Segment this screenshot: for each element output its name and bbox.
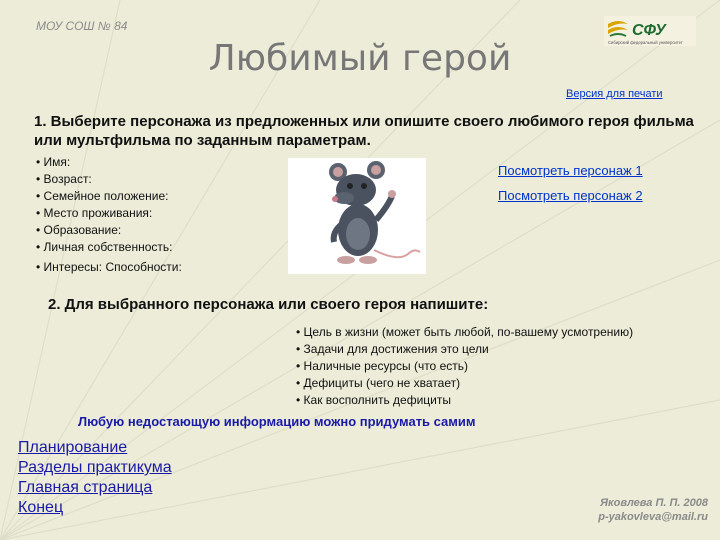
nav-link-planning[interactable]: Планирование	[18, 439, 128, 456]
list-item: • Дефициты (чего не хватает)	[296, 375, 633, 392]
print-version-link[interactable]: Версия для печати	[566, 88, 663, 100]
author-email: p-yakovleva@mail.ru	[598, 511, 708, 523]
character-params-list	[36, 154, 172, 256]
page-title: Любимый герой	[208, 38, 512, 79]
school-name: МОУ СОШ № 84	[36, 19, 128, 33]
author-name: Яковлева П. П. 2008	[600, 497, 708, 509]
goals-list	[296, 324, 633, 409]
list-item: • Семейное положение:	[36, 188, 172, 205]
list-item: • Цель в жизни (может быть любой, по-вашему усмотрению)	[296, 324, 633, 341]
navigation-links	[18, 438, 172, 518]
view-character-2-link[interactable]: Посмотреть персонаж 2	[498, 188, 643, 203]
section2-heading: 2. Для выбранного персонажа или своего героя напишите:	[48, 296, 489, 313]
list-item: • Имя:	[36, 154, 172, 171]
logo-text: СФУ	[632, 22, 666, 39]
nav-link-end[interactable]: Конец	[18, 499, 64, 516]
list-item: • Как восполнить дефициты	[296, 392, 633, 409]
list-item: • Наличные ресурсы (что есть)	[296, 358, 633, 375]
list-item: • Возраст:	[36, 171, 172, 188]
section1-heading: 1. Выберите персонажа из предложенных или опишите своего любимого героя фильма или мультфильма по заданным параметрам.	[34, 113, 694, 149]
list-item: • Задачи для достижения это цели	[296, 341, 633, 358]
view-character-1-link[interactable]: Посмотреть персонаж 1	[498, 163, 643, 178]
nav-link-sections[interactable]: Разделы практикума	[18, 459, 172, 476]
list-item: • Место проживания:	[36, 205, 172, 222]
rat-character-icon	[288, 158, 426, 274]
info-note: Любую недостающую информацию можно придумать самим	[78, 414, 476, 429]
list-item: • Образование:	[36, 222, 172, 239]
list-item: • Личная собственность:	[36, 239, 172, 256]
logo-subtitle: Сибирский федеральный университет	[608, 40, 683, 45]
interests-item: • Интересы: Способности:	[36, 260, 182, 274]
nav-link-home[interactable]: Главная страница	[18, 479, 153, 496]
author-block	[598, 496, 708, 524]
